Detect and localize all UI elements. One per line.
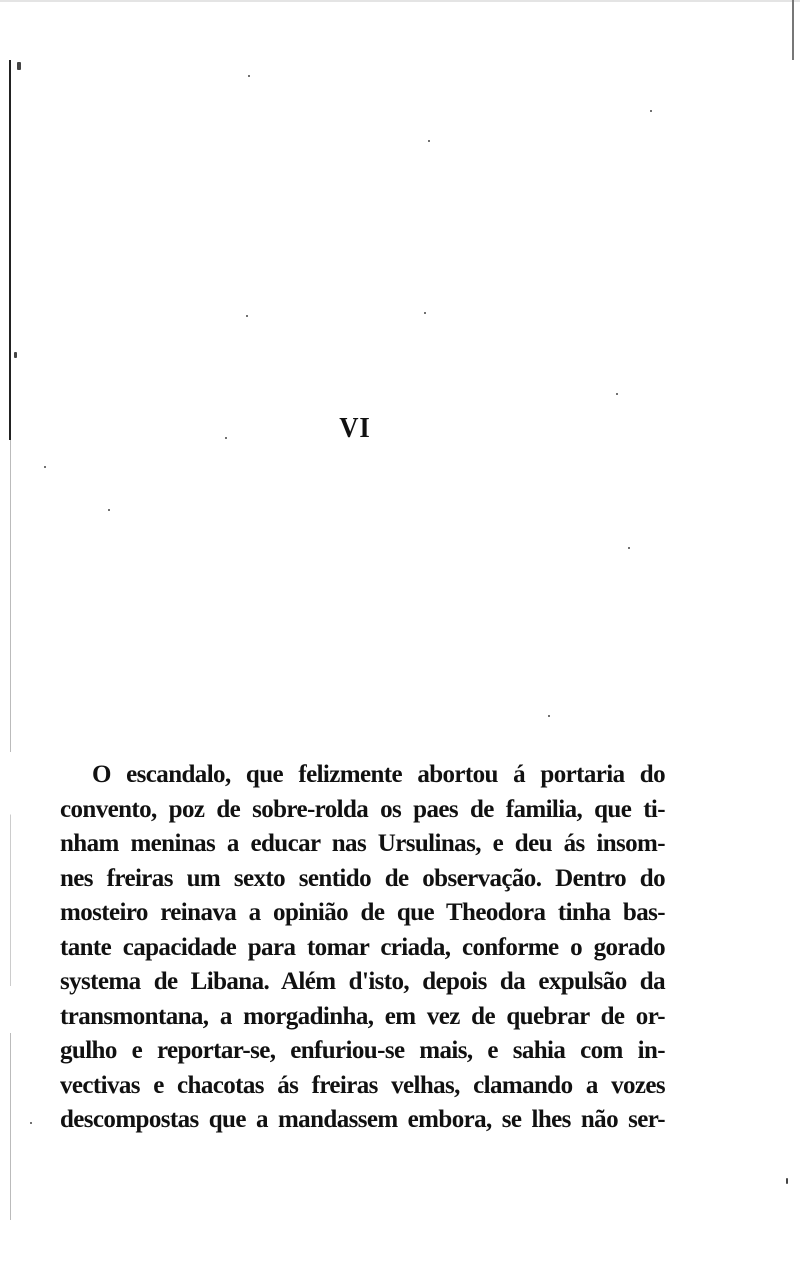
text-line: descompostas que a mandassem embora, se lhes não ser- <box>60 1106 665 1133</box>
scan-speck <box>17 62 21 70</box>
scan-speck <box>428 140 430 142</box>
scan-speck <box>548 715 550 717</box>
scan-speck <box>424 312 426 314</box>
scan-speck <box>246 315 248 317</box>
text-line: vectivas e chacotas ás freiras velhas, clamando a vozes <box>60 1071 665 1099</box>
scan-speck <box>628 547 630 549</box>
text-line: gulho e reportar-se, enfuriou-se mais, e sahia com in- <box>60 1037 665 1064</box>
text-line: convento, poz de sobre-rolda os paes de familia, que ti- <box>60 795 665 823</box>
scan-speck <box>30 1122 32 1124</box>
scan-binding-edge-faint <box>10 440 11 1220</box>
text-line: tante capacidade para tomar criada, conforme o gorado <box>60 933 665 961</box>
chapter-heading: VI <box>339 412 371 444</box>
scan-speck <box>786 1178 788 1184</box>
scan-speck <box>44 466 46 468</box>
scan-speck <box>108 509 110 511</box>
text-line: transmontana, a morgadinha, em vez de quebrar de or- <box>60 1002 665 1030</box>
scan-speck <box>248 75 250 77</box>
scan-speck <box>14 352 17 358</box>
scan-binding-edge <box>9 60 11 440</box>
scan-right-edge <box>792 0 794 60</box>
scan-speck <box>616 393 618 395</box>
scan-top-edge <box>0 0 800 2</box>
paragraph <box>60 758 665 1138</box>
text-line: mosteiro reinava a opinião de que Theodora tinha bas- <box>60 899 665 926</box>
text-line: O escandalo, que felizmente abortou á portaria do <box>92 761 665 788</box>
scan-speck <box>650 110 652 112</box>
text-line: nham meninas a educar nas Ursulinas, e deu ás insom- <box>60 830 665 857</box>
text-line: systema de Libana. Além d'isto, depois da expulsão da <box>60 968 665 995</box>
text-line: nes freiras um sexto sentido de observação. Dentro do <box>60 864 665 892</box>
